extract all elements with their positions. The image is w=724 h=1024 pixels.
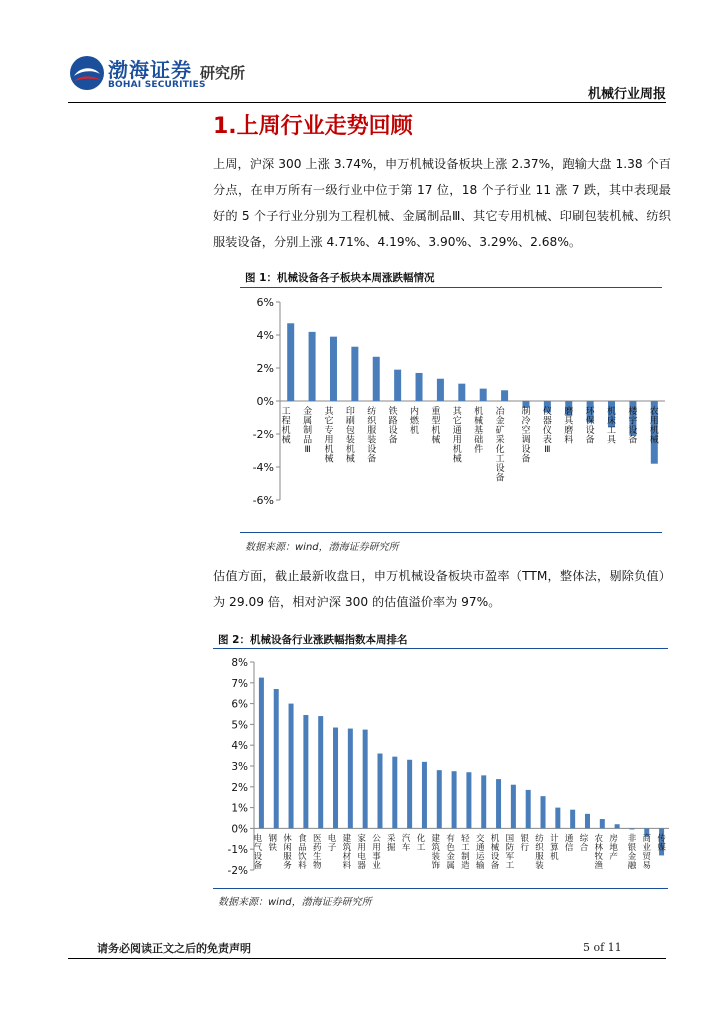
bar-5 [373,357,380,401]
x-category-label: 商业贸易 [642,833,652,871]
x-category-label: 非银金融 [627,833,637,871]
y-tick-label: 1% [231,802,248,815]
y-tick-label: -6% [252,494,274,507]
x-category-label: 化工 [416,833,426,853]
bar-13 [437,770,442,828]
bar-3 [289,704,294,829]
bar-2 [274,689,279,828]
x-category-label: 农用机械 [649,407,659,446]
bar-5 [318,716,323,828]
x-category-label: 食品饮料 [298,833,307,871]
x-category-label: 金属制品 Ⅲ [303,407,313,455]
bar-6 [333,728,338,829]
x-category-label: 纺织服装设备 [367,407,377,465]
bar-7 [416,373,423,401]
figure-1-bottom-rule [240,532,662,533]
footer-divider [68,958,666,959]
logo-chinese-name: 渤海证券 [108,58,192,82]
x-category-label: 通信 [564,833,574,853]
paragraph-review: 上周，沪深 300 上涨 3.74%，申万机械设备板块上涨 2.37%，跑输大盘 1.38 个百分点，在申万所有一级行业中位于第 17 位，18 个子行业 11 涨 7 跌，其中表现最好的 5 个子行业分别为工程机械、金属制品Ⅲ、其它专用机械、印刷包装机械、纺织服装设备，分别上涨 4.71%、4.19%、3.90%、3.29%、2.68%。 [213,157,671,249]
bar-8 [363,730,368,829]
x-category-label: 轻工制造 [461,833,470,871]
x-category-label: 冶金矿采化工设备 [495,407,505,484]
bar-10 [392,757,397,829]
x-category-label: 房地产 [609,833,618,862]
y-tick-label: 4% [231,740,248,753]
x-category-label: 休闲服务 [283,833,292,871]
y-tick-label: -2% [227,865,248,877]
y-tick-label: 0% [231,823,248,836]
bar-18 [511,785,516,829]
company-logo [68,50,206,96]
paragraph-valuation: 估值方面，截止最新收盘日，申万机械设备板块市盈率（TTM，整体法，剔除负值）为 29.09 倍，相对沪深 300 的估值溢价率为 97%。 [213,569,671,609]
x-category-label: 机械基础件 [474,407,484,455]
bar-20 [541,796,546,828]
x-category-label: 计算机 [550,833,559,862]
figure-1-source: 数据来源：wind，渤海证券研究所 [245,542,399,553]
bar-4 [351,347,358,401]
bar-9 [458,384,465,401]
x-category-label: 建筑材料 [342,833,352,871]
x-category-label: 银行 [520,833,529,853]
bar-2 [309,332,316,401]
x-category-label: 机械设备 [490,833,500,871]
bar-7 [348,729,353,829]
bar-10 [480,389,487,401]
y-tick-label: 7% [231,677,248,690]
x-category-label: 有色金属 [446,833,455,871]
y-tick-label: 2% [231,781,248,794]
x-category-label: 交通运输 [475,833,485,871]
x-category-label: 电气设备 [253,833,263,871]
x-category-label: 环保设备 [585,407,595,446]
x-category-label: 磨具磨料 [564,407,574,446]
x-category-label: 重型机械 [431,407,441,446]
bar-25 [615,824,620,828]
bar-14 [452,771,457,828]
y-tick-label: 8% [231,657,248,669]
bar-6 [394,370,401,401]
x-category-label: 公用事业 [372,833,381,871]
y-tick-label: 6% [256,296,274,309]
report-type: 机械行业周报 [587,87,666,102]
y-tick-label: -2% [252,428,274,441]
bar-23 [585,814,590,829]
x-category-label: 其它专用机械 [324,407,334,465]
figure-1-title: 图 1：机械设备各子板块本周涨跌幅情况 [245,272,435,284]
figure-1-top-rule [240,287,662,288]
x-category-label: 医药生物 [312,833,322,871]
section-title: 1.上周行业走势回顾 [213,114,413,139]
x-category-label: 电子 [327,833,337,853]
bar-8 [437,379,444,401]
bar-19 [526,790,531,828]
x-category-label: 传媒 [657,833,666,853]
x-category-label: 内燃机 [410,407,420,436]
y-tick-label: 2% [256,362,274,375]
department-label: 研究所 [200,64,246,82]
x-category-label: 农林牧渔 [594,833,604,871]
x-category-label: 综合 [579,833,589,853]
x-category-label: 楼宇设备 [628,407,638,446]
y-tick-label: 4% [256,329,274,342]
x-category-label: 国防军工 [505,833,515,871]
y-tick-label: 5% [231,719,248,732]
figure-2-top-rule [213,648,668,649]
x-category-label: 工程机械 [281,407,291,446]
bar-26 [629,828,634,829]
bar-1 [259,678,264,829]
figure-2-bottom-rule [213,888,668,889]
x-category-label: 印刷包装机械 [345,407,355,465]
footer-disclaimer: 请务必阅读正文之后的免责声明 [97,942,251,955]
bar-16 [481,775,486,828]
x-category-label: 仪器仪表 Ⅲ [542,407,552,455]
bar-12 [422,762,427,829]
x-category-label: 纺织服装 [535,833,544,871]
figure-2-source: 数据来源：wind，渤海证券研究所 [218,897,372,908]
bar-24 [600,819,605,828]
y-tick-label: 3% [231,761,248,773]
bar-15 [466,772,471,828]
x-category-label: 铁路设备 [388,407,398,446]
bar-9 [377,754,382,829]
logo-english-name: BOHAI SECURITIES [108,80,206,90]
x-category-label: 机床工具 [607,407,617,446]
bar-22 [570,810,575,829]
figure-1-chart [240,290,665,525]
bar-1 [287,323,294,401]
bar-11 [501,390,508,401]
page-number: 5 of 11 [583,941,622,954]
bar-3 [330,337,337,401]
bar-4 [303,715,308,828]
x-category-label: 钢铁 [268,833,277,853]
y-tick-label: -1% [227,844,248,857]
x-category-label: 建筑装饰 [431,833,441,871]
bar-11 [407,760,412,829]
header-divider [68,102,666,103]
y-tick-label: -4% [252,461,274,474]
x-category-label: 家用电器 [357,833,366,871]
figure-2-chart [213,652,671,888]
x-category-label: 制冷空调设备 [521,407,531,465]
bar-21 [555,808,560,829]
x-category-label: 汽车 [401,833,411,853]
y-tick-label: 0% [256,395,274,408]
figure-2-title: 图 2：机械设备行业涨跌幅指数本周排名 [218,634,408,646]
x-category-label: 其它通用机械 [452,407,462,465]
x-category-label: 采掘 [387,833,396,853]
y-tick-label: 6% [231,698,248,711]
bohai-logo-icon [68,54,106,92]
bar-17 [496,779,501,828]
